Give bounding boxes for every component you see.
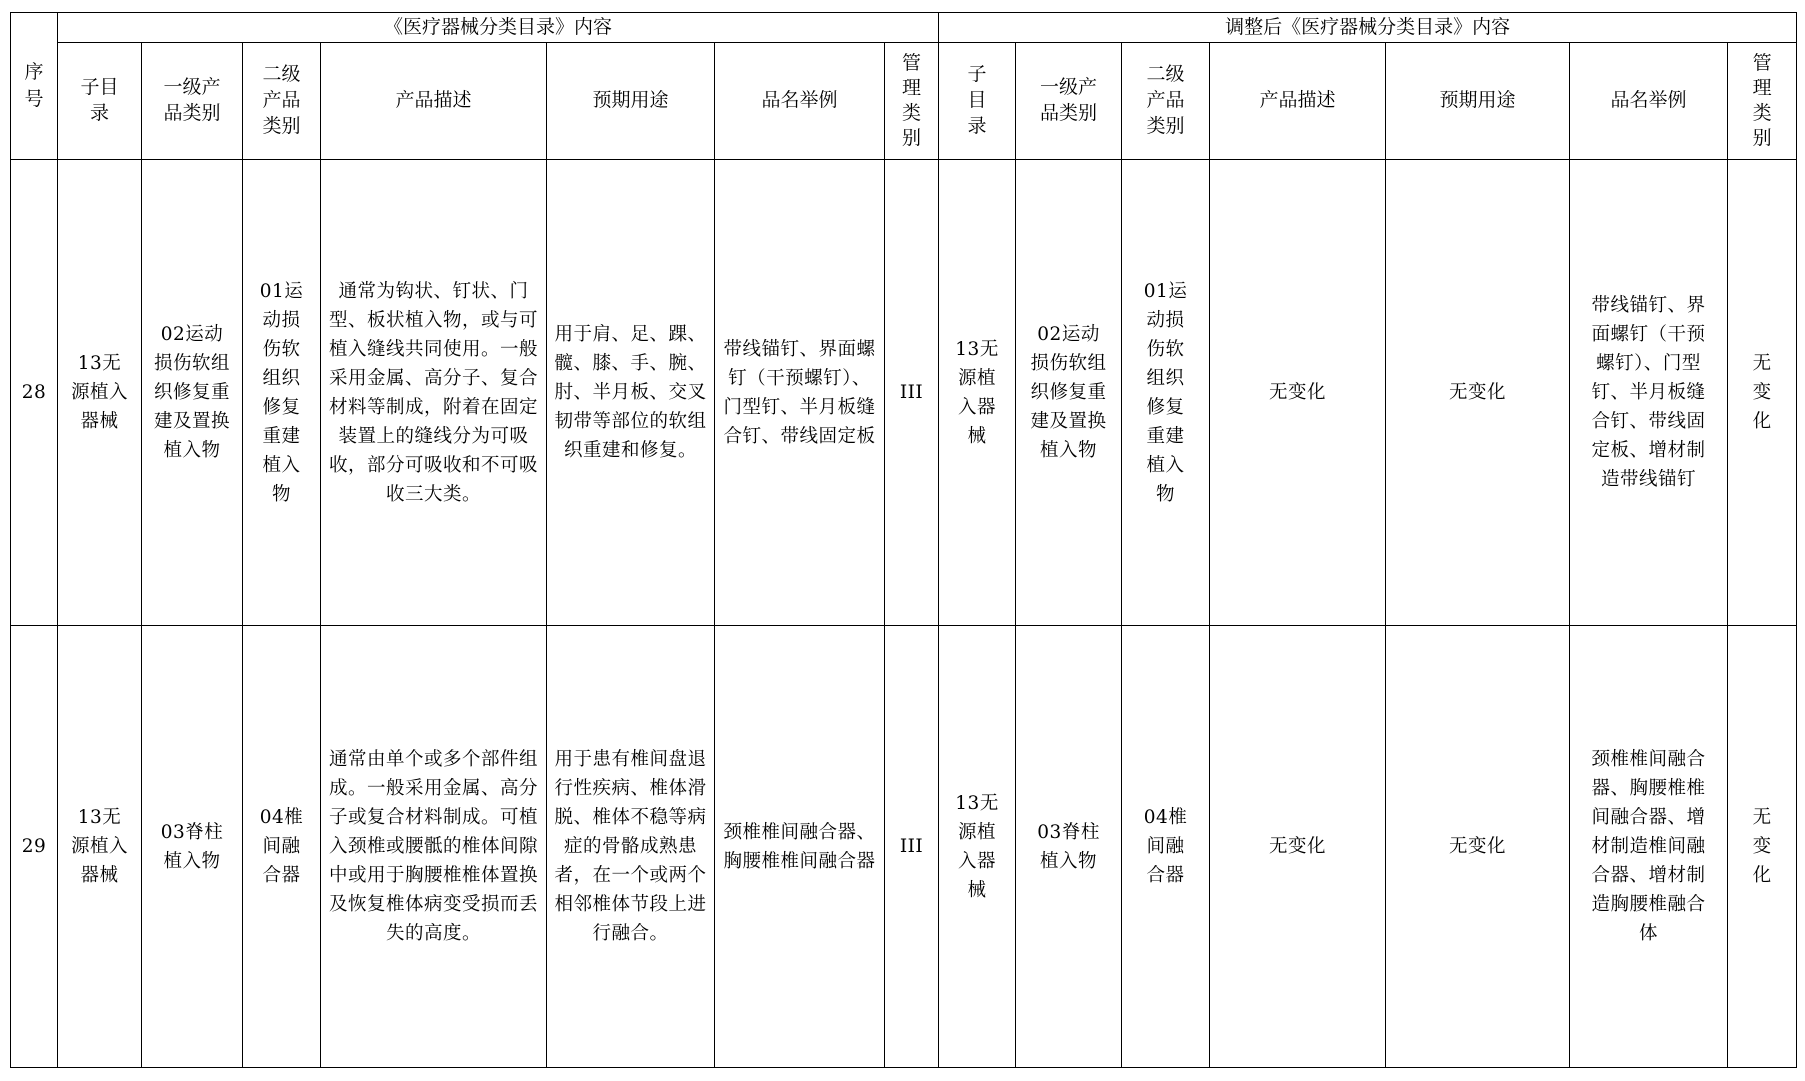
classification-catalog-table bbox=[10, 12, 1797, 1068]
cell-seq: 28 bbox=[11, 160, 58, 626]
cell-orig-sub-catalog: 13无源植入器械 bbox=[58, 160, 142, 626]
cell-seq: 29 bbox=[11, 626, 58, 1068]
header-new-examples: 品名举例 bbox=[1570, 43, 1728, 160]
header-adjusted-catalog: 调整后《医疗器械分类目录》内容 bbox=[939, 13, 1797, 43]
cell-new-sub-catalog: 13无源植入器械 bbox=[939, 160, 1016, 626]
header-seq: 序号 bbox=[11, 13, 58, 160]
cell-new-examples: 颈椎椎间融合器、胸腰椎椎间融合器、增材制造椎间融合器、增材制造胸腰椎融合体 bbox=[1570, 626, 1728, 1068]
cell-new-intended-use: 无变化 bbox=[1386, 160, 1570, 626]
cell-orig-intended-use: 用于肩、足、踝、髋、膝、手、腕、肘、半月板、交叉韧带等部位的软组织重建和修复。 bbox=[547, 160, 715, 626]
document-page bbox=[10, 12, 1796, 1068]
header-orig-description: 产品描述 bbox=[321, 43, 547, 160]
cell-orig-sub-catalog: 13无源植入器械 bbox=[58, 626, 142, 1068]
cell-new-sub-catalog: 13无源植入器械 bbox=[939, 626, 1016, 1068]
header-original-catalog: 《医疗器械分类目录》内容 bbox=[58, 13, 939, 43]
cell-new-level2: 04椎间融合器 bbox=[1122, 626, 1210, 1068]
cell-orig-description: 通常为钩状、钉状、门型、板状植入物，或与可植入缝线共同使用。一般采用金属、高分子、复合材料等制成，附着在固定装置上的缝线分为可吸收，部分可吸收和不可吸收三大类。 bbox=[321, 160, 547, 626]
cell-new-description: 无变化 bbox=[1210, 160, 1386, 626]
cell-new-level2: 01运动损伤软组织修复重建植入物 bbox=[1122, 160, 1210, 626]
cell-orig-level2: 04椎间融合器 bbox=[243, 626, 321, 1068]
header-orig-examples: 品名举例 bbox=[715, 43, 885, 160]
cell-new-intended-use: 无变化 bbox=[1386, 626, 1570, 1068]
cell-orig-level2: 01运动损伤软组织修复重建植入物 bbox=[243, 160, 321, 626]
cell-orig-level1: 03脊柱植入物 bbox=[142, 626, 243, 1068]
group-header-row bbox=[11, 13, 1797, 43]
header-new-sub-catalog: 子目录 bbox=[939, 43, 1016, 160]
header-new-level1: 一级产品类别 bbox=[1016, 43, 1122, 160]
cell-orig-description: 通常由单个或多个部件组成。一般采用金属、高分子或复合材料制成。可植入颈椎或腰骶的椎体间隙中或用于胸腰椎椎体置换及恢复椎体病变受损而丢失的高度。 bbox=[321, 626, 547, 1068]
table-row bbox=[11, 160, 1797, 626]
table-row bbox=[11, 626, 1797, 1068]
header-new-description: 产品描述 bbox=[1210, 43, 1386, 160]
header-orig-intended-use: 预期用途 bbox=[547, 43, 715, 160]
header-new-mgmt-class: 管理类别 bbox=[1728, 43, 1797, 160]
cell-new-examples: 带线锚钉、界面螺钉（干预螺钉）、门型钉、半月板缝合钉、带线固定板、增材制造带线锚钉 bbox=[1570, 160, 1728, 626]
header-orig-mgmt-class: 管理类别 bbox=[885, 43, 939, 160]
cell-new-description: 无变化 bbox=[1210, 626, 1386, 1068]
header-orig-level2: 二级产品类别 bbox=[243, 43, 321, 160]
cell-orig-intended-use: 用于患有椎间盘退行性疾病、椎体滑脱、椎体不稳等病症的骨骼成熟患者，在一个或两个相邻椎体节段上进行融合。 bbox=[547, 626, 715, 1068]
cell-orig-mgmt-class: III bbox=[885, 626, 939, 1068]
header-new-intended-use: 预期用途 bbox=[1386, 43, 1570, 160]
cell-new-level1: 02运动损伤软组织修复重建及置换植入物 bbox=[1016, 160, 1122, 626]
header-orig-sub-catalog: 子目录 bbox=[58, 43, 142, 160]
header-orig-level1: 一级产品类别 bbox=[142, 43, 243, 160]
cell-new-mgmt-class: 无变化 bbox=[1728, 160, 1797, 626]
cell-orig-examples: 带线锚钉、界面螺钉（干预螺钉）、门型钉、半月板缝合钉、带线固定板 bbox=[715, 160, 885, 626]
cell-orig-examples: 颈椎椎间融合器、胸腰椎椎间融合器 bbox=[715, 626, 885, 1068]
cell-orig-level1: 02运动损伤软组织修复重建及置换植入物 bbox=[142, 160, 243, 626]
header-new-level2: 二级产品类别 bbox=[1122, 43, 1210, 160]
column-header-row bbox=[11, 43, 1797, 160]
cell-new-mgmt-class: 无变化 bbox=[1728, 626, 1797, 1068]
cell-new-level1: 03脊柱植入物 bbox=[1016, 626, 1122, 1068]
cell-orig-mgmt-class: III bbox=[885, 160, 939, 626]
